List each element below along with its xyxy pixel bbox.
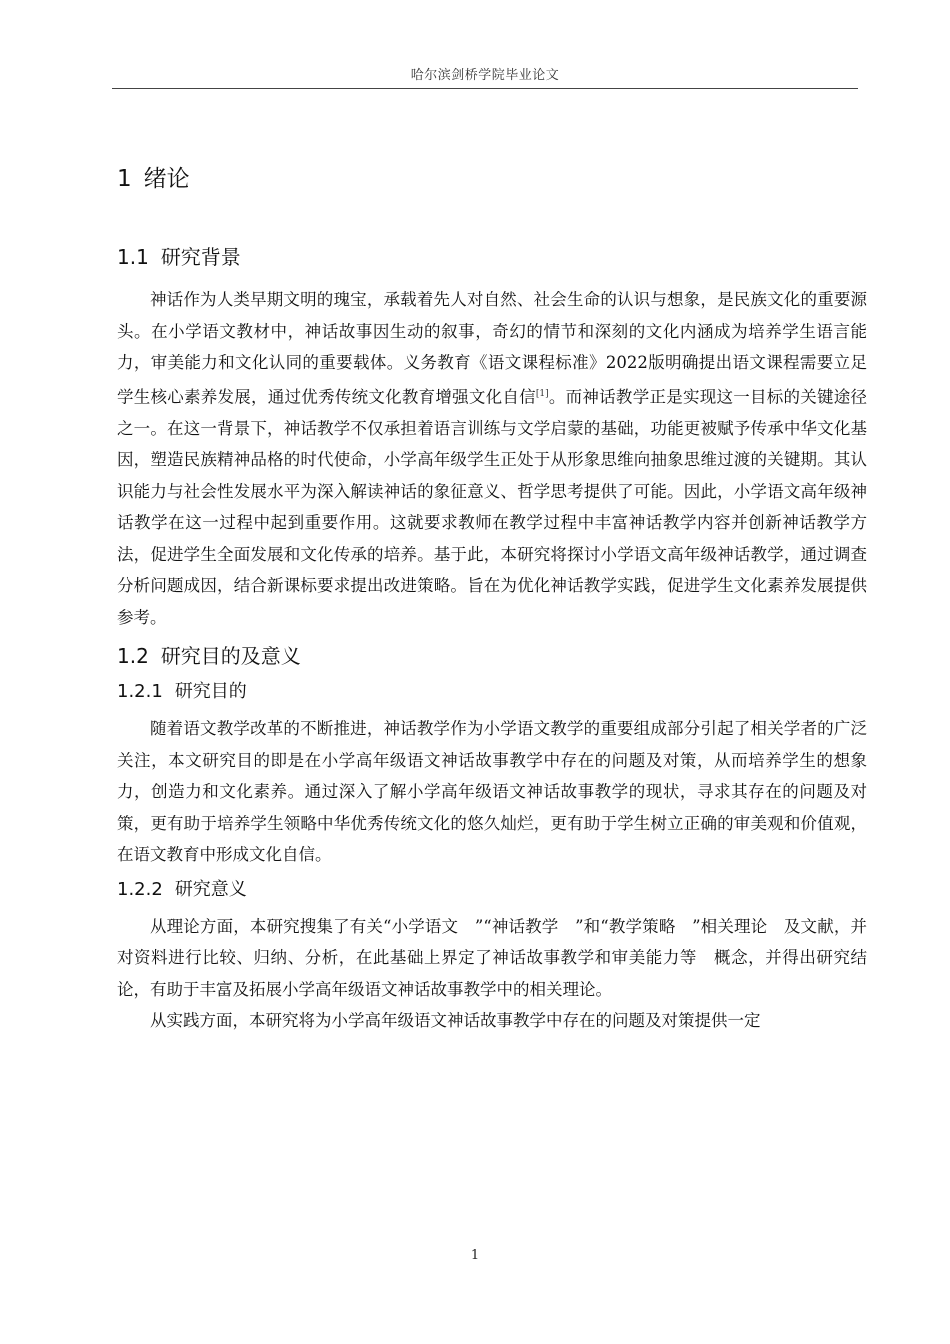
section-heading-1-1 [117,240,867,274]
header-rule [112,88,858,89]
running-header: 哈尔滨剑桥学院毕业论文 [410,68,560,83]
section-number: 1.1 [117,245,149,269]
subsection-number: 1.2.1 [117,681,163,702]
chapter-title: 绪论 [143,166,190,192]
subsection-number: 1.2.2 [117,878,163,900]
section-heading-1-2 [117,639,867,673]
paragraph-text: 神话作为人类早期文明的瑰宝，承载着先人对自然、社会生命的认识与想象，是民族文化的重要源头。在小学语文教材中，神话故事因生动的叙事，奇幻的情节和深刻的文化内涵成为培养学生语言能力，审美能力和文化认同的重要载体。义务教育《语文课程标准》2022版明确提出语文课程需要立足学生核心素养发展，通过优秀传统文化教育增强文化自信 [117,290,867,406]
chapter-heading [117,160,867,198]
subsection-title: 研究意义 [174,878,247,900]
subsection-heading-1-2-2 [117,875,867,905]
significance-paragraph-practice: 从实践方面，本研究将为小学高年级语文神话故事教学中存在的问题及对策提供一定 [150,1011,761,1030]
page-number: 1 [470,1248,480,1263]
section-title: 研究目的及意义 [160,644,301,668]
significance-paragraph-theory: 从理论方面，本研究搜集了有关“小学语文 ”“神话教学 ”和“教学策略 ”相关理论 及文献，并对资料进行比较、归纳、分析，在此基础上界定了神话故事教学和审美能力等 概念，并得出研究结论，有助于丰富及拓展小学高年级语文神话故事教学中的相关理论。 [117,916,867,999]
subsection-title: 研究目的 [174,681,247,702]
page-content [117,160,867,1037]
purpose-paragraph: 随着语文教学改革的不断推进，神话教学作为小学语文教学的重要组成部分引起了相关学者的广泛关注，本文研究目的即是在小学高年级语文神话故事教学中存在的问题及对策，从而培养学生的想象力，创造力和文化素养。通过深入了解小学高年级语文神话故事教学的现状，寻求其存在的问题及对策，更有助于培养学生领略中华优秀传统文化的悠久灿烂，更有助于学生树立正确的审美观和价值观，在语文教育中形成文化自信。 [117,719,867,864]
section-number: 1.2 [117,644,149,668]
section-title: 研究背景 [160,245,241,269]
background-paragraph [117,284,867,633]
subsection-heading-1-2-1 [117,677,867,707]
paragraph-text: 。而神话教学正是实现这一目标的关键途径之一。在这一背景下，神话教学不仅承担着语言训练与文学启蒙的基础，功能更被赋予传承中华文化基因，塑造民族精神品格的时代使命，小学高年级学生正处于从形象思维向抽象思维过渡的关键期。其认识能力与社会性发展水平为深入解读神话的象征意义、哲学思考提供了可能。因此，小学语文高年级神话教学在这一过程中起到重要作用。这就要求教师在教学过程中丰富神话教学内容并创新神话教学方法，促进学生全面发展和文化传承的培养。基于此，本研究将探讨小学语文高年级神话教学，通过调查分析问题成因，结合新课标要求提出改进策略。旨在为优化神话教学实践，促进学生文化素养发展提供参考。 [117,387,868,627]
citation-marker: [1] [535,388,549,399]
chapter-number: 1 [117,166,132,192]
